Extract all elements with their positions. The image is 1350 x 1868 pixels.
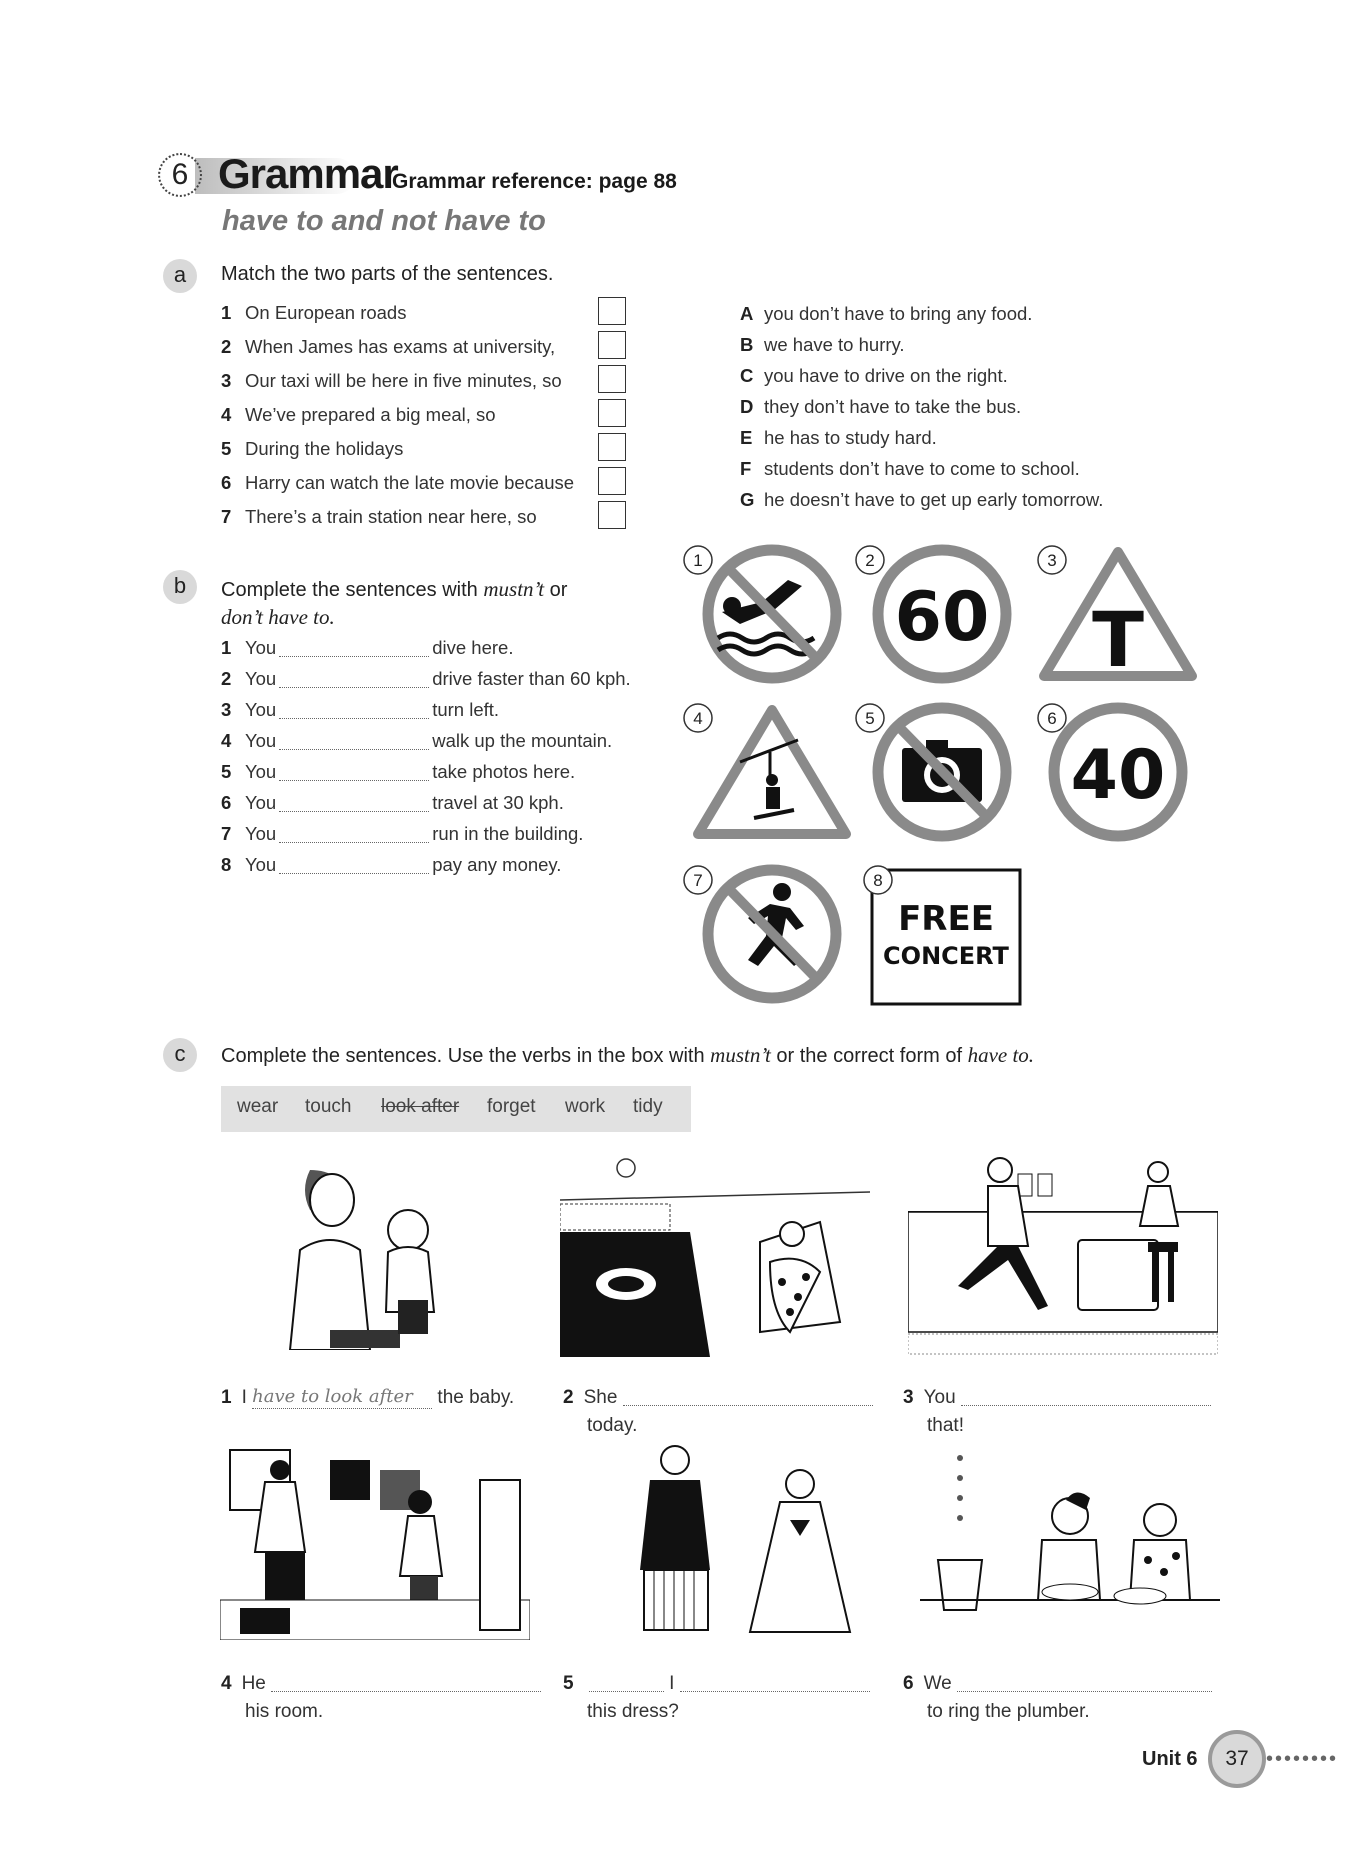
sign-label (856, 704, 884, 732)
answer-field[interactable] (623, 1389, 873, 1406)
verb-item: work (565, 1096, 606, 1117)
grammar-reference: Grammar reference: page 88 (392, 170, 677, 193)
blank-field[interactable] (279, 766, 429, 781)
answer-field[interactable] (589, 1675, 664, 1692)
page-subtitle: have to and not have to (222, 205, 546, 237)
chairlift-sign-icon (698, 710, 846, 834)
page-title: Grammar (218, 150, 398, 197)
sign-label (684, 866, 712, 894)
answer-box[interactable] (598, 365, 626, 393)
answer-box[interactable] (598, 467, 626, 495)
sign-label (856, 546, 884, 574)
list-item: A you don’t have to bring any food. (740, 303, 1033, 324)
exercise-b-badge: b (163, 570, 197, 604)
list-item: 2 You drive faster than 60 kph. (221, 668, 631, 689)
list-item: B we have to hurry. (740, 334, 905, 355)
sign-label (684, 704, 712, 732)
verb-item: tidy (633, 1096, 663, 1117)
answer-field[interactable] (680, 1675, 870, 1692)
couple-dining-leak-illustration (920, 1440, 1220, 1645)
svg-text:40: 40 (1070, 736, 1166, 815)
list-item: 4 We’ve prepared a big meal, so (221, 404, 496, 425)
exercise-c-sentence-5: 5 I this dress? (563, 1670, 870, 1726)
verb-item: touch (305, 1096, 352, 1117)
kitchen-running-illustration (908, 1152, 1218, 1357)
svg-text:3: 3 (1047, 551, 1057, 570)
svg-text:5: 5 (865, 709, 875, 728)
exercise-c-sentence-4: 4 He his room. (221, 1670, 541, 1726)
blank-field[interactable] (279, 859, 429, 874)
footer-dots: •••••••• (1266, 1748, 1339, 1770)
section-number: 6 (158, 153, 202, 197)
list-item: E he has to study hard. (740, 427, 937, 448)
verb-item-crossed: look after (381, 1096, 460, 1117)
answer-field[interactable] (957, 1675, 1212, 1692)
blank-field[interactable] (279, 828, 429, 843)
sign-label (1038, 546, 1066, 574)
sign-label (864, 866, 892, 894)
list-item: 1 On European roads (221, 302, 407, 323)
svg-text:2: 2 (865, 551, 875, 570)
exercise-c-sentence-3: 3 You that! (903, 1384, 1211, 1440)
verb-box (221, 1086, 691, 1132)
exercise-a-left-list (221, 296, 574, 534)
school-uniform-and-dress-illustration (630, 1440, 870, 1645)
svg-text:CONCERT: CONCERT (883, 942, 1009, 970)
exercise-a-badge: a (163, 259, 197, 293)
svg-text:T: T (1092, 595, 1144, 684)
list-item: 2 When James has exams at university, (221, 336, 556, 357)
no-diving-sign-icon (708, 550, 836, 678)
list-item: 5 During the holidays (221, 438, 404, 459)
list-item: 3 You turn left. (221, 699, 500, 720)
list-item: 5 You take photos here. (221, 761, 576, 782)
answer-box[interactable] (598, 501, 626, 529)
page-number: 37 (1208, 1730, 1266, 1788)
svg-text:1: 1 (693, 551, 703, 570)
sign-label (1038, 704, 1066, 732)
speed-limit-40-sign-icon (1054, 708, 1182, 836)
list-item: 6 Harry can watch the late movie because (221, 472, 575, 493)
answer-box[interactable] (598, 433, 626, 461)
list-item: D they don’t have to take the bus. (740, 396, 1022, 417)
woman-sunbathing-illustration (560, 1152, 870, 1357)
answer-box[interactable] (598, 297, 626, 325)
svg-text:FREE: FREE (898, 899, 994, 939)
no-photos-sign-icon (878, 708, 1006, 836)
answer-box[interactable] (598, 399, 626, 427)
svg-text:6: 6 (1047, 709, 1057, 728)
svg-text:4: 4 (693, 709, 703, 728)
list-item: 6 You travel at 30 kph. (221, 792, 564, 813)
list-item: 4 You walk up the mountain. (221, 730, 613, 751)
answer-box[interactable] (598, 331, 626, 359)
woman-holding-baby-illustration (280, 1160, 460, 1350)
blank-field[interactable] (279, 704, 429, 719)
exercise-a-instruction: Match the two parts of the sentences. (221, 263, 554, 285)
exercise-c-sentence-6: 6 We to ring the plumber. (903, 1670, 1212, 1726)
answer-field[interactable] (961, 1389, 1211, 1406)
exercise-c-instruction: Complete the sentences. Use the verbs in the box with mustn’t or the correct form of have to. (221, 1043, 1035, 1067)
speed-limit-60-sign-icon (878, 550, 1006, 678)
svg-text:8: 8 (873, 871, 883, 890)
list-item: G he doesn’t have to get up early tomorrow. (740, 489, 1104, 510)
answer-field[interactable]: have to look after (252, 1386, 432, 1409)
list-item: 8 You pay any money. (221, 854, 562, 875)
exercise-c-sentence-2: 2 She today. (563, 1384, 873, 1440)
exercise-c-badge: c (163, 1038, 197, 1072)
list-item: 7 You run in the building. (221, 823, 584, 844)
verb-item: wear (237, 1096, 279, 1117)
free-concert-sign (872, 870, 1020, 1004)
verb-item: forget (487, 1096, 536, 1117)
exercise-a-right-list (740, 298, 1103, 515)
svg-text:60: 60 (894, 578, 990, 657)
messy-room-illustration (220, 1440, 530, 1640)
list-item: 3 Our taxi will be here in five minutes, so (221, 370, 562, 391)
t-junction-sign-icon (1044, 552, 1192, 684)
svg-text:7: 7 (693, 871, 703, 890)
exercise-c-sentence-1: 1 I have to look after the baby. (221, 1386, 515, 1408)
signs-panel (670, 540, 1210, 1010)
blank-field[interactable] (279, 797, 429, 812)
exercise-b-instruction: Complete the sentences with mustn’t or don’t have to. (221, 577, 568, 629)
exercise-b-list (221, 632, 631, 880)
list-item: C you have to drive on the right. (740, 365, 1008, 386)
list-item: F students don’t have to come to school. (740, 458, 1080, 479)
list-item: 7 There’s a train station near here, so (221, 506, 537, 527)
list-item: 1 You dive here. (221, 637, 514, 658)
blank-field[interactable] (279, 642, 429, 657)
no-running-sign-icon (708, 870, 836, 998)
blank-field[interactable] (279, 673, 429, 688)
blank-field[interactable] (279, 735, 429, 750)
sign-label (684, 546, 712, 574)
footer-unit-label: Unit 6 (1142, 1748, 1198, 1770)
answer-field[interactable] (271, 1675, 541, 1692)
